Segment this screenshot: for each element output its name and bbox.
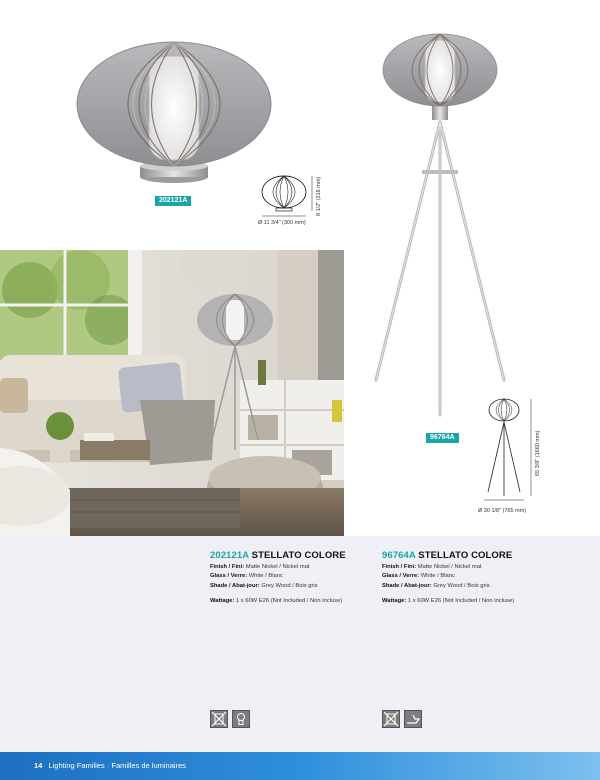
wattage-label: Wattage:: [210, 597, 235, 604]
shade-spec: [382, 583, 562, 589]
cert-icons-202121A: [210, 710, 250, 728]
wattage-label: Wattage:: [382, 597, 407, 604]
wattage-value: 1 x 60W E26 (Not Included / Non incluse): [407, 597, 515, 604]
finish-label: Finish / Fini:: [382, 564, 417, 571]
floor-lamp-image: [370, 30, 510, 422]
cert-icons-96764A: [382, 710, 422, 728]
no-dimmer-icon: [210, 710, 228, 728]
floor-lamp-sku-badge: 96764A: [426, 433, 459, 443]
floor-lamp-dimension-drawing: [476, 392, 536, 507]
glass-spec: [382, 573, 562, 579]
footer-text: [34, 761, 186, 770]
finish-value: Matte Nickel / Nickel mat: [245, 564, 310, 571]
finish-label: Finish / Fini:: [210, 564, 245, 571]
product-sku: 202121A: [210, 550, 249, 561]
table-lamp-width: Ø 11 3/4" (300 mm): [258, 220, 306, 226]
finish-spec: [382, 564, 562, 570]
product-specs-section: [0, 536, 600, 752]
page-footer: [0, 752, 600, 780]
shade-label: Shade / Abat-jour:: [210, 582, 260, 589]
wattage-spec: [210, 598, 390, 604]
table-lamp-dimension-drawing: [256, 170, 316, 220]
glass-label: Glass / Verre:: [382, 573, 420, 580]
glass-value: White / Blanc: [420, 573, 455, 580]
product-name: STELLATO COLORE: [418, 550, 513, 561]
product-sku: 96764A: [382, 550, 416, 561]
product-spec-202121A: [210, 550, 390, 604]
section-title: Lighting Families · Familles de luminaires: [48, 761, 186, 770]
shade-value: Grey Wood / Bois gris: [433, 582, 490, 589]
room-photo: [0, 250, 344, 536]
page-number: 14: [34, 761, 43, 770]
finish-spec: [210, 564, 390, 570]
product-title: [382, 550, 562, 561]
bulb-socket-icon: [232, 710, 250, 728]
table-lamp-sku-badge: 202121A: [155, 196, 191, 206]
no-dimmer-icon: [382, 710, 400, 728]
product-spec-96764A: [382, 550, 562, 604]
floor-lamp-width: Ø 30 1/8" (765 mm): [478, 508, 527, 514]
shade-value: Grey Wood / Bois gris: [261, 582, 318, 589]
glass-label: Glass / Verre:: [210, 573, 248, 580]
wattage-value: 1 x 60W E26 (Not Included / Non incluse): [235, 597, 343, 604]
floor-lamp-height: 65 3/8" (1660 mm): [535, 430, 541, 476]
table-lamp-height: 8 1/2" (216 mm): [316, 176, 322, 216]
shade-spec: [210, 583, 390, 589]
glass-spec: [210, 573, 390, 579]
product-name: STELLATO COLORE: [251, 550, 346, 561]
wattage-spec: [382, 598, 562, 604]
product-title: [210, 550, 390, 561]
shade-label: Shade / Abat-jour:: [382, 582, 432, 589]
table-lamp-image: [74, 34, 274, 186]
glass-value: White / Blanc: [248, 573, 283, 580]
finish-value: Matte Nickel / Nickel mat: [417, 564, 482, 571]
foot-switch-icon: [404, 710, 422, 728]
